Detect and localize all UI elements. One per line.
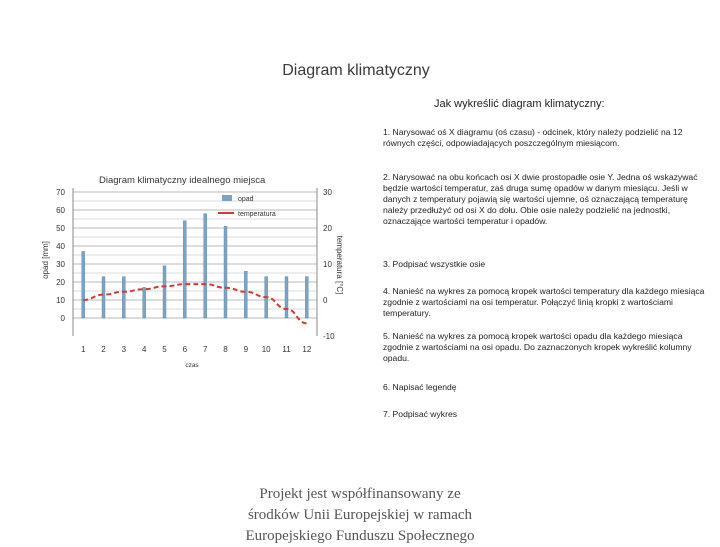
footer-line-2: środków Unii Europejskiej w ramach	[247, 507, 473, 523]
x-tick-label: 4	[141, 345, 147, 354]
x-tick-label: 7	[202, 345, 208, 354]
y-tick-label: 60	[56, 206, 65, 215]
instructions-heading: Jak wykreślić diagram klimatyczny:	[434, 98, 605, 110]
x-axis-label: czas	[185, 362, 199, 368]
bar-opad-11	[285, 277, 288, 318]
y-tick-label: 30	[56, 260, 65, 269]
step-3: 3. Podpisać wszystkie osie	[383, 259, 486, 269]
x-tick-label: 5	[162, 345, 167, 354]
bar-opad-4	[143, 287, 146, 318]
step-6: 6. Napisać legendę	[383, 382, 457, 392]
y2-axis-label: temperatura [°C]	[335, 235, 344, 295]
x-tick-label: 11	[282, 345, 291, 354]
x-tick-label: 12	[302, 345, 312, 354]
bar-opad-6	[183, 221, 186, 318]
bar-opad-8	[224, 226, 227, 318]
x-tick-label: 1	[80, 345, 86, 354]
y-tick-label: 70	[56, 188, 65, 197]
y-axis-label: opad [mm]	[41, 241, 50, 279]
x-tick-label: 2	[101, 345, 106, 354]
chart-title: Diagram klimatyczny idealnego miejsca	[99, 175, 266, 186]
bar-opad-1	[82, 251, 85, 318]
bar-opad-9	[244, 271, 247, 318]
x-tick-label: 6	[182, 345, 188, 354]
x-tick-label: 3	[121, 345, 127, 354]
y2-tick-label: 30	[323, 188, 332, 197]
bar-opad-5	[163, 266, 166, 318]
bar-opad-7	[204, 214, 207, 318]
y2-tick-label: 0	[323, 296, 328, 305]
footer-line-3: Europejskiego Funduszu Społecznego	[245, 528, 475, 544]
bar-opad-2	[102, 277, 105, 318]
x-tick-label: 9	[243, 345, 249, 354]
step-7: 7. Podpisać wykres	[383, 409, 458, 419]
y-tick-label: 20	[56, 278, 65, 287]
y2-tick-label: 10	[323, 260, 332, 269]
y-tick-label: 40	[56, 242, 65, 251]
step-1: 1. Narysować oś X diagramu (oś czasu) - odcinek, który należy podzielić na 12 równych części, odpowiadających poszczególnym miesiącom.	[383, 127, 683, 148]
step-4: 4. Nanieść na wykres za pomocą kropek wartości temperatury dla każdego miesiąca zgodnie z wartościami na osi temperatur. Połączyć linią kropki z wartościami temperatury.	[383, 286, 705, 318]
bar-opad-12	[305, 277, 308, 318]
legend-label-temperatura: temperatura	[238, 211, 276, 218]
legend-swatch-opad	[222, 195, 232, 201]
y2-tick-label: -10	[323, 332, 335, 341]
step-2: 2. Narysować na obu końcach osi X dwie prostopadłe osie Y. Jedna oś wskazywać będzie wartości temperatur, zaś druga sumę opadów w danym miesiącu. Jeśli w danych z temperatury pojawią się wartości ujemne, oś oznaczającą temperaturę należy przedłużyć od osi X do dołu. Obie osie należy podzielić na jednostki, oznaczające wartości temperatur i opadów.	[383, 172, 698, 226]
footer-line-1: Projekt jest współfinansowany ze	[259, 486, 461, 502]
y-tick-label: 0	[60, 314, 65, 323]
bar-opad-3	[122, 277, 125, 318]
x-tick-label: 10	[261, 345, 271, 354]
climate-chart	[36, 170, 352, 368]
step-5: 5. Nanieść na wykres za pomocą kropek wartości opadu dla każdego miesiąca zgodnie z wartościami na osi opadu. Do zaznaczonych kropek wykreślić kolumny opadu.	[383, 331, 692, 363]
legend-label-opad: opad	[238, 196, 254, 203]
page-title: Diagram klimatyczny	[282, 62, 430, 79]
y2-tick-label: 20	[323, 224, 332, 233]
y-tick-label: 50	[56, 224, 65, 233]
y-tick-label: 10	[56, 296, 65, 305]
x-tick-label: 8	[223, 345, 228, 354]
